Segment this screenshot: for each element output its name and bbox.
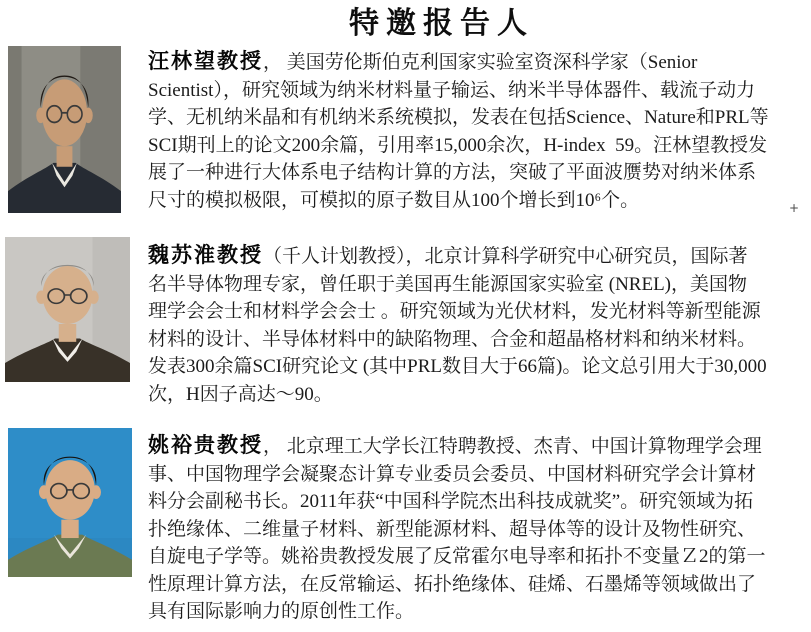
speaker-bio	[148, 432, 808, 626]
bio-line: 自旋电子学等。姚裕贵教授发展了反常霍尔电导率和拓扑不变量Ｚ2的第一	[148, 546, 766, 567]
bio-line: 性原理计算方法，在反常输运、拓扑绝缘体、硅烯、石墨烯等领域做出了	[148, 573, 757, 595]
speaker-name: 姚裕贵教授	[148, 434, 263, 457]
portrait-illustration	[5, 237, 130, 382]
bio-line: 事、中国物理学会凝聚态计算专业委员会委员、中国材料研究学会计算材	[148, 463, 757, 485]
portrait-illustration	[8, 428, 132, 577]
bio-text: （千人计划教授），北京计算科学研究中心研究员，国际著	[263, 246, 748, 267]
portrait-photo	[8, 428, 132, 577]
bio-line: 扑绝缘体、二维量子材料、新型能源材料、超导体等的设计及物性研究、	[148, 518, 757, 540]
bio-line: 料分会副秘书长。2011年获“中国科学院杰出科技成就奖”。研究领域为拓	[148, 491, 754, 512]
bio-line	[148, 48, 808, 77]
speaker-section-yao-yugui	[0, 428, 811, 628]
portrait-illustration	[8, 46, 121, 213]
portrait-photo	[8, 46, 121, 213]
bio-line: Scientist），研究领域为纳米材料量子输运、纳米半导体器件、载流子动力	[148, 79, 755, 101]
person-neck	[57, 146, 73, 167]
page-title: 特邀报告人	[349, 7, 534, 40]
bio-line: SCI期刊上的论文200余篇，引用率15,000余次，H-index 59。汪林望教授发	[148, 134, 768, 156]
speaker-bio	[148, 242, 808, 408]
speaker-name: 汪林望教授	[148, 50, 263, 73]
anchor-plus-mark: +	[789, 201, 800, 215]
portrait-photo	[5, 237, 130, 382]
speaker-name: 魏苏淮教授	[148, 244, 263, 267]
bio-line: 名半导体物理专家，曾任职于美国再生能源国家实验室 (NREL)，美国物	[148, 273, 748, 295]
bio-line	[148, 432, 808, 461]
bio-line	[148, 242, 808, 271]
bio-text: ， 美国劳伦斯伯克利国家实验室资深科学家（Senior	[263, 52, 698, 73]
bio-text: ， 北京理工大学长江特聘教授、杰青、中国计算物理学会理	[263, 436, 762, 457]
speaker-section-wang-linwang	[0, 46, 811, 226]
bio-line: 尺寸的模拟极限，可模拟的原子数目从100个增长到10⁶个。	[148, 189, 640, 211]
person-neck	[61, 520, 78, 538]
bio-line: 具有国际影响力的原创性工作。	[148, 601, 415, 622]
bio-line: 理学会会士和材料学会会士 。研究领域为光伏材料，发光材料等新型能源	[148, 301, 761, 322]
speaker-bio	[148, 48, 808, 214]
bio-line: 发表300余篇SCI研究论文 (其中PRL数目大于66篇)。论文总引用大于30,000	[148, 356, 767, 377]
bio-line: 学、无机纳米晶和有机纳米系统模拟，发表在包括Science、Nature和PRL等	[148, 107, 769, 128]
bio-line: 次，H因子高达～90。	[148, 383, 333, 405]
person-neck	[59, 324, 77, 342]
speaker-section-wei-suhuai	[0, 237, 811, 417]
bio-line: 材料的设计、半导体材料中的缺陷物理、合金和超晶格材料和纳米材料。	[148, 328, 757, 350]
bio-line: 展了一种进行大体系电子结构计算的方法，突破了平面波赝势对纳米体系	[148, 162, 757, 183]
